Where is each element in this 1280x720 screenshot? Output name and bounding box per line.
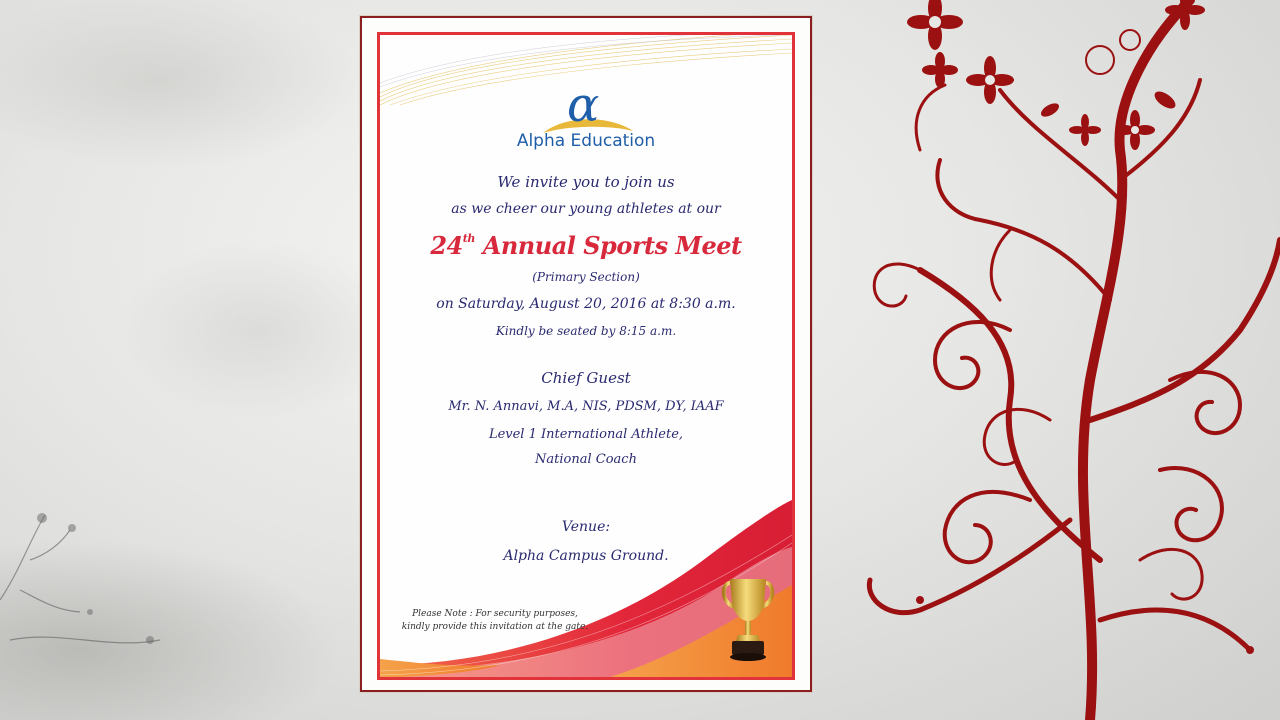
event-number-suffix: th	[462, 232, 475, 245]
security-note-line-2: kindly provide this invitation at the gate.	[401, 622, 589, 632]
chief-guest-title-1: Level 1 International Athlete,	[488, 427, 684, 442]
security-note-line-1: Please Note : For security purposes,	[412, 609, 578, 619]
security-note	[390, 608, 600, 634]
svg-text:α: α	[567, 77, 600, 133]
chief-guest-label: Chief Guest	[541, 369, 631, 387]
invite-line-1: We invite you to join us	[497, 173, 675, 191]
event-section: (Primary Section)	[532, 270, 640, 284]
invite-line-2: as we cheer our young athletes at our	[451, 201, 721, 217]
invitation-card	[377, 32, 795, 680]
trophy-icon	[718, 573, 778, 665]
chief-guest-name: Mr. N. Annavi, M.A, NIS, PDSM, DY, IAAF	[448, 399, 724, 414]
seating-note: Kindly be seated by 8:15 a.m.	[495, 324, 677, 338]
venue-name: Alpha Campus Ground.	[503, 548, 669, 564]
event-title	[380, 231, 792, 260]
event-title-text: Annual Sports Meet	[482, 231, 742, 260]
event-number: 24	[430, 231, 463, 260]
chief-guest-title-2: National Coach	[535, 452, 637, 467]
venue-label: Venue:	[561, 519, 611, 535]
floral-ornament	[770, 0, 1280, 720]
event-date-time: on Saturday, August 20, 2016 at 8:30 a.m.	[436, 296, 736, 312]
brand-name: Alpha Education	[516, 131, 656, 151]
